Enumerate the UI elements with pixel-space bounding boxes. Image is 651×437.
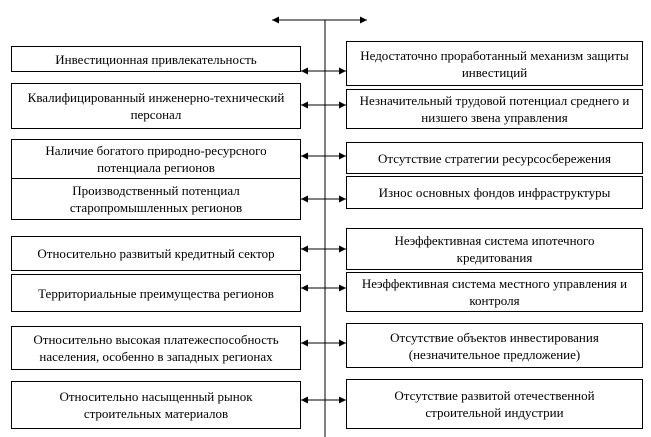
strength-box-7: Относительно высокая платежеспособность населения, особенно в западных регионах [11, 326, 301, 370]
weakness-box-1: Недостаточно проработанный механизм защиты инвестиций [346, 41, 643, 86]
strength-box-6: Территориальные преимущества регионов [11, 274, 301, 312]
weakness-box-3: Отсутствие стратегии ресурсосбережения [346, 142, 643, 174]
strength-box-3: Наличие богатого природно-ресурсного потенциала регионов [11, 139, 301, 179]
weakness-box-4: Износ основных фондов инфраструктуры [346, 176, 643, 209]
strength-box-1: Инвестиционная привлекательность [11, 46, 301, 72]
weakness-box-8: Отсутствие развитой отечественной строительной индустрии [346, 379, 643, 429]
strength-box-2: Квалифицированный инженерно-технический персонал [11, 83, 301, 129]
strength-box-5: Относительно развитый кредитный сектор [11, 236, 301, 271]
weakness-box-2: Незначительный трудовой потенциал среднего и низшего звена управления [346, 89, 643, 129]
weakness-box-6: Неэффективная система местного управления и контроля [346, 272, 643, 312]
weakness-box-5: Неэффективная система ипотечного кредитования [346, 228, 643, 270]
strength-box-8: Относительно насыщенный рынок строительных материалов [11, 381, 301, 429]
strength-box-4: Производственный потенциал старопромышленных регионов [11, 178, 301, 220]
weakness-box-7: Отсутствие объектов инвестирования (незначительное предложение) [346, 323, 643, 368]
